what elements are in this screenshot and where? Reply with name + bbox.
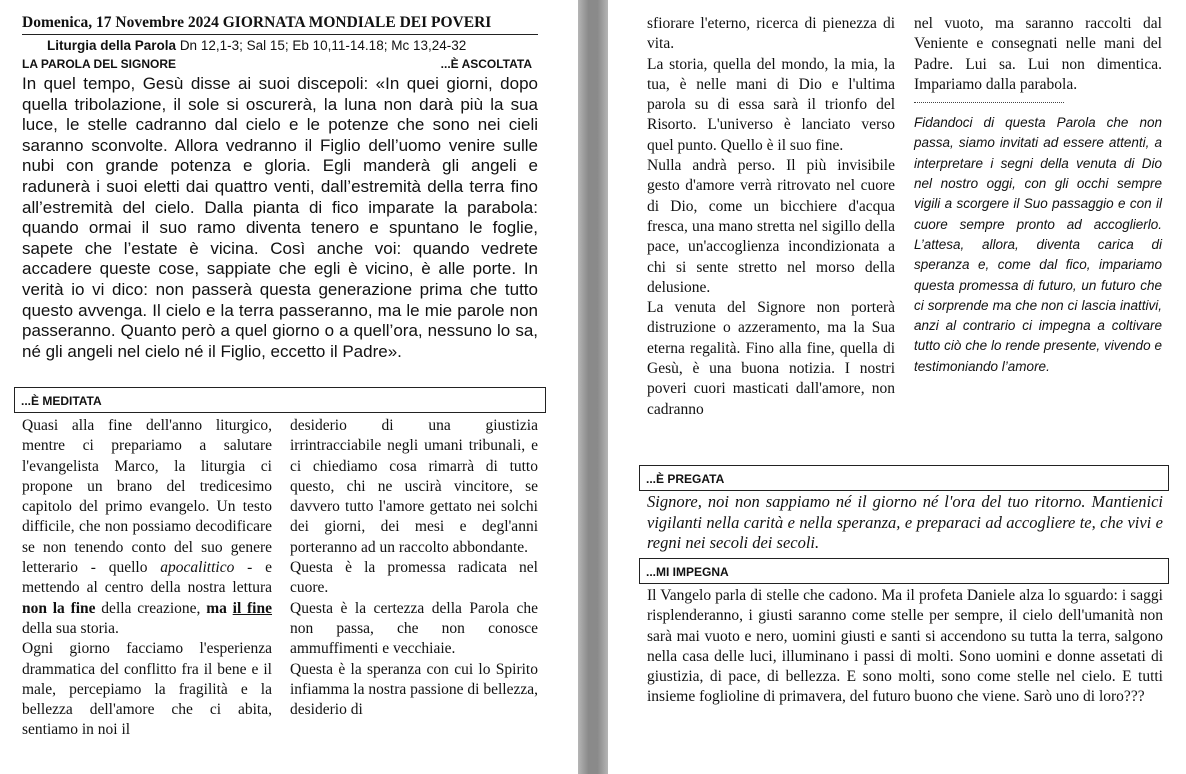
left-page xyxy=(0,0,578,774)
page-gutter xyxy=(578,0,608,774)
meditata-paragraph: nel vuoto, ma saranno raccolti dal Veniente e consegnati nelle mani del Padre. Lui sa. Lui non dimentica. Impariamo dalla parabola. xyxy=(914,15,1162,93)
meditata-paragraph: Quasi alla fine dell'anno liturgico, mentre ci prepariamo a salutare l'evangelista Marco, la liturgia ci propone un brano del tredicesimo capitolo del primo evangelo. Un testo difficile, che non possiamo decodificare se non tenendo conto del suo genere letterario - quello apocalittico - e mettendo al centro della nostra lettura non la fine della creazione, ma il fine della sua storia. xyxy=(22,417,272,637)
meditata-italic-paragraph: Fidandoci di questa Parola che non passa, siamo invitati ad essere attenti, a interpretare i segni della venuta di Dio nel nostro oggi, con gli occhi sempre vigili a scorgere il Suo passaggio e con il cuore sempre pronto ad accoglierlo. L’attesa, allora, diventa carica di speranza e, come dal fico, impariamo questa promessa di futuro, un futuro che ci sorprende ma che non ci lascia inattivi, anzi al contrario ci impegna a coltivare tutto ciò che lo rende presente, vivendo e testimoniando l’amore. xyxy=(914,115,1162,374)
underlined-il-fine: il fine xyxy=(232,599,272,617)
liturgy-references: Dn 12,1-3; Sal 15; Eb 10,11-14.18; Mc 13,24-32 xyxy=(179,38,467,53)
commitment-text: Il Vangelo parla di stelle che cadono. Ma il profeta Daniele alza lo sguardo: i saggi risplenderanno, i giusti saranno come stelle per sempre, il cielo dell'umanità non sarà mai vuoto e nero, uomini giusti e santi si accendono su tutta la terra, salgono nella casa delle luci, illuminano i passi di molti. Sono uomini e donne assetati di giustizia, di pace, di bellezza. E sono molti, sono come stelle nel cielo. E tutti insieme foglioline di primavera, del futuro buono che viene. Sarò uno di loro??? xyxy=(647,587,1163,706)
meditata-paragraph: La venuta del Signore non porterà distruzione o azzeramento, ma la Sua eterna regalità. Fino alla fine, quella di Gesù, è una buona notizia. I nostri poveri cuori masticati dall'amore, non cadranno xyxy=(647,299,895,418)
meditata-paragraph: Questa è la promessa radicata nel cuore. xyxy=(290,559,538,597)
right-page xyxy=(608,0,1186,774)
meditata-paragraph: La storia, quella del mondo, la mia, la tua, è nelle mani di Dio e l'ultima parola su di essa sarà il trionfo del Risorto. L'universo è lanciato verso quel punto. Quello è il suo fine. xyxy=(647,55,895,154)
meditata-heading: ...È MEDITATA xyxy=(14,387,546,413)
pregata-heading: ...È PREGATA xyxy=(639,465,1169,491)
meditata-paragraph: Nulla andrà perso. Il più invisibile gesto d'amore verrà ritrovato nel cuore di Dio, come un bicchiere d'acqua fresca, una mano stretta nel sigillo della pace, un'accoglienza incondizionata a chi si sente stretto nel morso della delusione. xyxy=(647,157,895,296)
meditata-paragraph: sfiorare l'eterno, ricerca di pienezza di vita. xyxy=(647,15,895,53)
meditata-paragraph: Ogni giorno facciamo l'esperienza drammatica del conflitto fra il bene e il male, percepiamo la fragilità e la bellezza dell'amore che ci abita, sentiamo in noi il xyxy=(22,640,272,739)
apocalittico-word: apocalittico xyxy=(160,559,235,577)
gospel-text: In quel tempo, Gesù disse ai suoi discepoli: «In quei giorni, dopo quella tribolazione, il sole si oscurerà, la luna non darà più la sua luce, le stelle cadranno dal cielo e le potenze che sono nei cieli saranno sconvolte. Allora vedranno il Figlio dell’uomo venire sulle nubi con grande potenza e gloria. Egli manderà gli angeli e radunerà i suoi eletti dai quattro venti, dall’estremità della terra fino all’estremità del cielo. Dalla pianta di fico imparate la parabola: quando ormai il suo ramo diventa tenero e spuntano le foglie, sapete che l’estate è vicina. Così anche voi: quando vedrete accadere queste cose, sappiate che egli è vicino, è alle porte. In verità io vi dico: non passerà questa generazione prima che tutto questo avvenga. Il cielo e la terra passeranno, ma le mie parole non passeranno. Quanto però a quel giorno o a quell’ora, nessuno lo sa, né gli angeli nel cielo né il Figlio, eccetto il Padre». xyxy=(22,74,538,361)
meditata-paragraph: desiderio di una giustizia irrintracciabile negli umani tribunali, e ci chiediamo cosa rimarrà di tutto questo, chi ne uscirà vincitore, se davvero tutto l'amore gettato nei solchi dei giorni, dei mesi e degl'anni porteranno ad un raccolto abbondante. xyxy=(290,417,538,556)
listened-label: ...È ASCOLTATA xyxy=(440,57,532,71)
meditata-column-3 xyxy=(647,14,895,420)
impegna-heading: ...MI IMPEGNA xyxy=(639,558,1169,584)
word-label: LA PAROLA DEL SIGNORE xyxy=(22,57,177,71)
meditata-column-2 xyxy=(290,416,538,720)
meditata-paragraph: Questa è la speranza con cui lo Spirito infiamma la nostra passione di bellezza, desiderio di xyxy=(290,660,538,719)
liturgy-label: Liturgia della Parola xyxy=(47,38,177,53)
dotted-divider xyxy=(914,102,1064,103)
word-label-row xyxy=(22,56,532,72)
meditata-paragraph: Questa è la certezza della Parola che non passa, che non conosce ammuffimenti e vecchiaie. xyxy=(290,599,538,658)
bold-ma: ma xyxy=(206,599,233,617)
page-title: Domenica, 17 Novembre 2024 GIORNATA MONDIALE DEI POVERI xyxy=(22,14,538,35)
meditata-column-1 xyxy=(22,416,272,741)
bold-non-la-fine: non la fine xyxy=(22,599,96,617)
meditata-column-4 xyxy=(914,14,1162,377)
prayer-text: Signore, noi non sappiamo né il giorno né l'ora del tuo ritorno. Mantienici vigilanti nella carità e nella speranza, e preparaci ad accogliere te, che vivi e regni nei secoli dei secoli. xyxy=(647,492,1163,552)
liturgy-line xyxy=(47,38,466,54)
